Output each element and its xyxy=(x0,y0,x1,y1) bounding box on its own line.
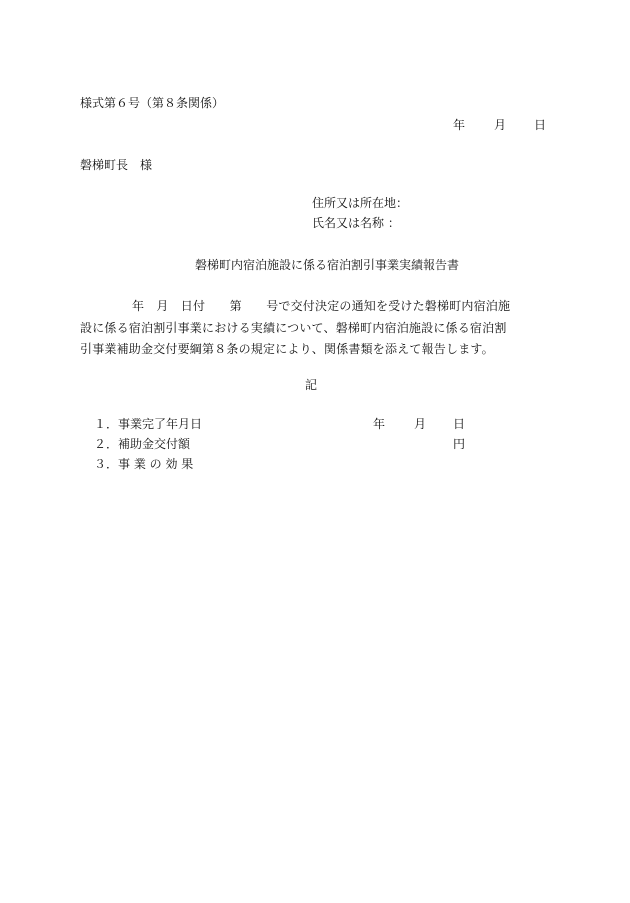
body-line-3: 引事業補助金交付要綱第８条の規定により、関係書類を添えて報告します。 xyxy=(80,342,494,356)
body-line-1: 年 月 日付 第 号で交付決定の通知を受けた磐梯町内宿泊施 xyxy=(132,299,511,313)
item-3-label: ３．事 業 の 効 果 xyxy=(94,457,194,471)
ki-heading: 記 xyxy=(305,378,318,392)
document-title: 磐梯町内宿泊施設に係る宿泊割引事業実績報告書 xyxy=(195,258,460,272)
date-month-label: 月 xyxy=(494,118,507,132)
item-2-unit: 円 xyxy=(453,437,466,451)
item-1-day: 日 xyxy=(453,417,466,431)
address-label: 住所又は所在地： xyxy=(312,196,409,210)
body-paragraph xyxy=(80,296,550,361)
item-1-month: 月 xyxy=(414,417,427,431)
addressee: 磐梯町長 様 xyxy=(80,158,153,172)
date-year-label: 年 xyxy=(453,118,466,132)
item-1-label: １．事業完了年月日 xyxy=(94,417,203,431)
item-2-label: ２．補助金交付額 xyxy=(94,437,191,451)
name-label: 氏名又は名称 ： xyxy=(312,216,400,230)
body-line-2: 設に係る宿泊割引事業における実績について、磐梯町内宿泊施設に係る宿泊割 xyxy=(80,320,507,335)
form-number: 様式第６号（第８条関係） xyxy=(80,96,225,110)
date-day-label: 日 xyxy=(534,118,547,132)
item-1-year: 年 xyxy=(373,417,386,431)
